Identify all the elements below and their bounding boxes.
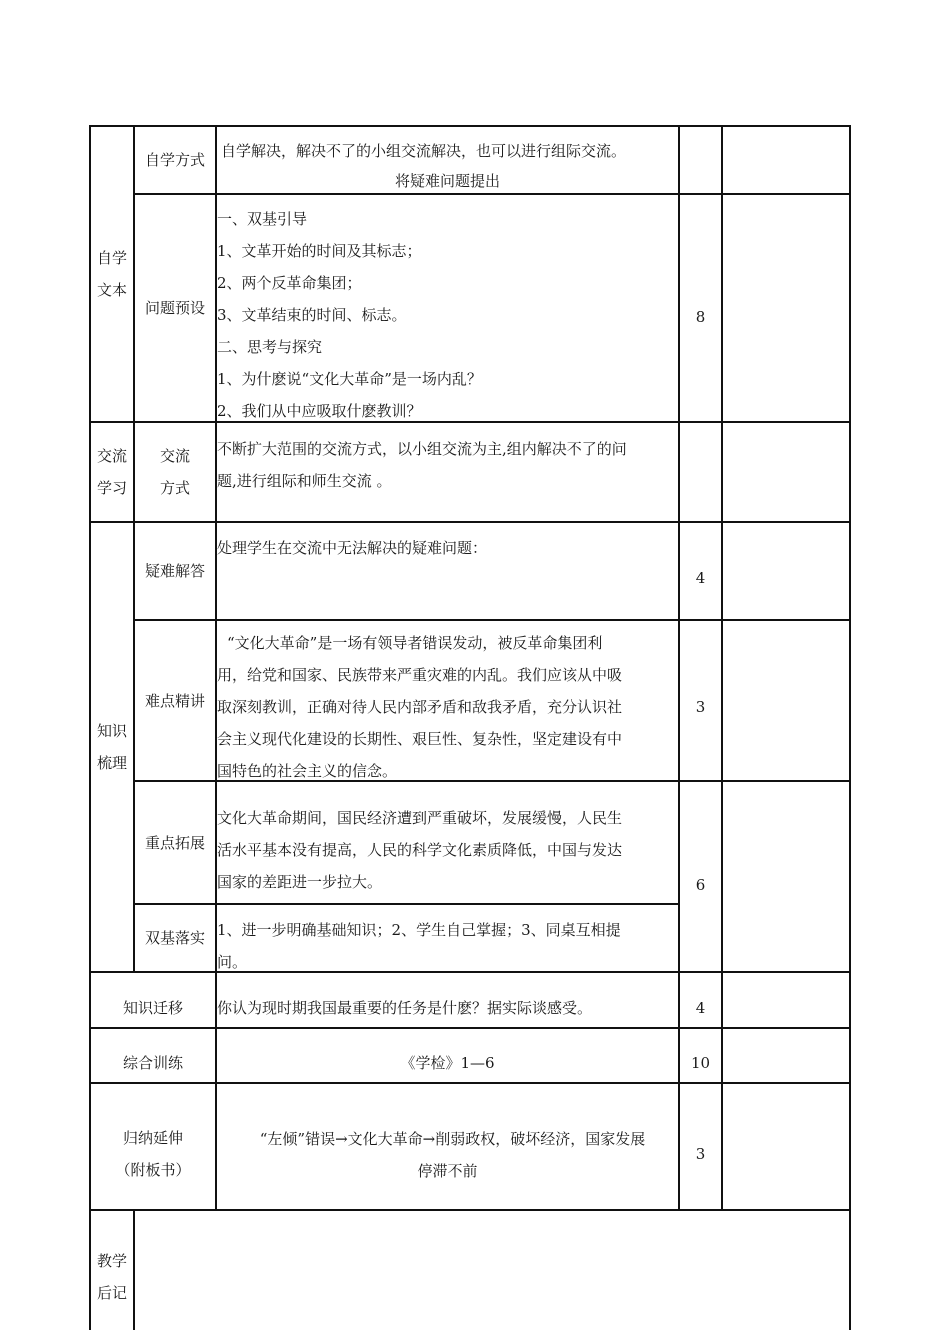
transfer-label: 知识迁移 [122, 999, 183, 1017]
basics-label: 双基落实 [144, 929, 205, 947]
summary-minutes: 3 [695, 1145, 706, 1163]
self-study-method-label: 自学方式 [144, 151, 205, 169]
difficult-answer-content: 处理学生在交流中无法解决的疑难问题： [217, 539, 488, 557]
questions-content: 一、双基引导 1、文革开始的时间及其标志； 2、两个反革命集团； 3、文革结束的时间、标志。 二、思考与探究 1、为什麽说“文化大革命”是一场内乱？ 2、我们从中应吸取什麽教训？ [217, 210, 482, 420]
transfer-minutes: 4 [695, 999, 706, 1017]
difficult-explain-content: “文化大革命”是一场有领导者错误发动，被反革命集团利 用，给党和国家、民族带来严重灾难的内乱。我们应该从中吸 取深刻教训，正确对待人民内部矛盾和敌我矛盾，充分认识社 会主义现代化建设的长期性、艰巨性、复杂性，坚定建设有中 国特色的社会主义的信念。 [217, 634, 623, 780]
subrow-divider [133, 619, 851, 621]
training-label: 综合训练 [122, 1054, 183, 1072]
basics-content: 1、进一步明确基础知识；2、学生自己掌握；3、同桌互相提 问。 [217, 921, 621, 971]
questions-label: 问题预设 [144, 299, 205, 317]
summary-label: 归纳延伸 （附板书） [115, 1129, 191, 1179]
exchange-group-label: 交流 学习 [96, 447, 127, 497]
self-study-method-content: 自学解决，解决不了的小组交流解决，也可以进行组际交流。 将疑难问题提出 [221, 142, 627, 190]
training-minutes: 10 [690, 1054, 711, 1072]
difficult-answer-minutes: 4 [695, 569, 706, 587]
knowledge-group-label: 知识 梳理 [96, 722, 127, 772]
knowledge-shared-minutes: 6 [695, 875, 706, 894]
questions-minutes: 8 [695, 308, 706, 326]
difficult-answer-label: 疑难解答 [144, 562, 205, 580]
postscript-content [135, 1211, 849, 1330]
transfer-content: 你认为现时期我国最重要的任务是什麽？据实际谈感受。 [217, 999, 593, 1017]
difficult-explain-label: 难点精讲 [144, 691, 205, 710]
exchange-content: 不断扩大范围的交流方式，以小组交流为主,组内解决不了的问 题,进行组际和师生交流 。 [217, 440, 627, 490]
key-expand-content: 文化大革命期间，国民经济遭到严重破坏，发展缓慢，人民生 活水平基本没有提高，人民的科学文化素质降低，中国与发达 国家的差距进一步拉大。 [217, 809, 623, 891]
exchange-method-label: 交流 方式 [159, 447, 190, 497]
summary-content: “左倾”错误→文化大革命→削弱政权，破坏经济，国家发展 停滞不前 [259, 1130, 646, 1180]
table-border-right [849, 125, 851, 1330]
col-divider [721, 125, 723, 1211]
self-study-group-label: 自学 文本 [96, 249, 127, 299]
postscript-label: 教学 后记 [96, 1251, 127, 1302]
key-expand-label: 重点拓展 [144, 833, 205, 852]
training-content: 《学检》1—6 [400, 1054, 495, 1072]
difficult-explain-minutes: 3 [695, 698, 706, 716]
